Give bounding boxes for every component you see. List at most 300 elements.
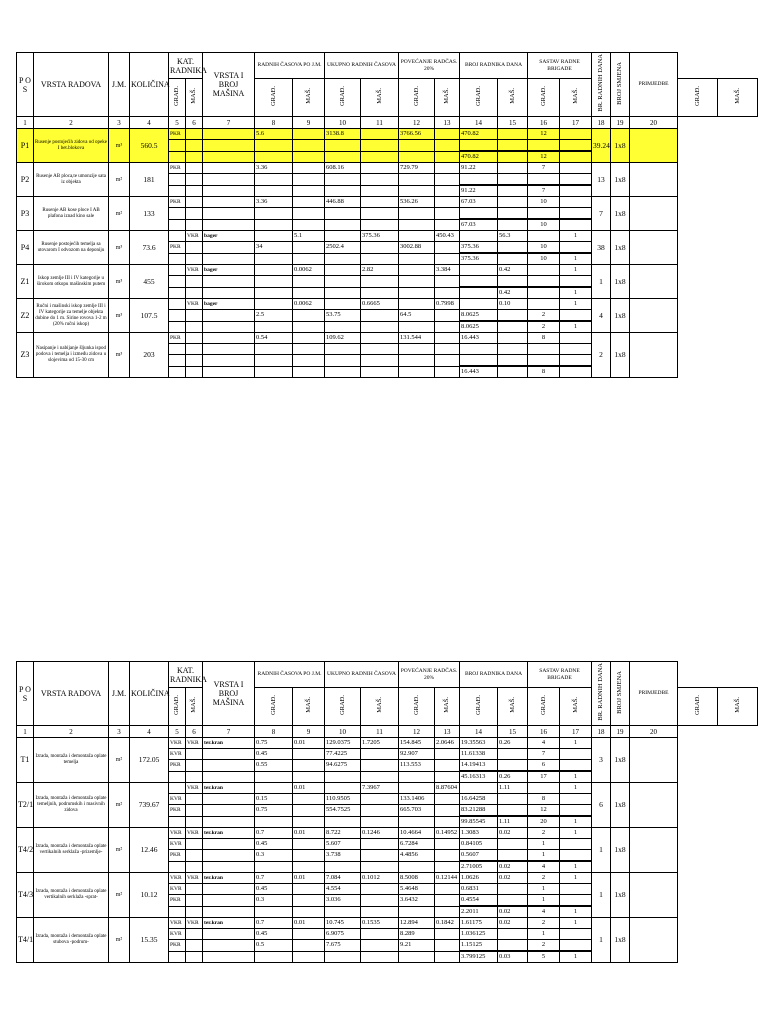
header-mas-text: MAŠ. bbox=[304, 88, 312, 104]
brigade-grad: 2 bbox=[528, 321, 560, 333]
hours-per-unit-grad: 0.7 bbox=[255, 828, 293, 839]
header-ukupno-casova: UKUPNO RADNIH ČASOVA bbox=[325, 53, 399, 79]
machine-type bbox=[203, 333, 255, 344]
machine-type bbox=[203, 355, 255, 367]
item-description: Izrada, montaža i demontaža oplate temelja bbox=[34, 738, 109, 783]
brigade-grad: 7 bbox=[528, 163, 560, 174]
brigade-grad: 7 bbox=[528, 749, 560, 760]
brigade-mas bbox=[560, 310, 592, 322]
brigade-mas bbox=[560, 197, 592, 208]
total-hours-mas bbox=[361, 321, 399, 333]
column-number: 16 bbox=[528, 117, 560, 129]
hours-per-unit-mas bbox=[293, 174, 325, 186]
work-schedule-table-2 bbox=[16, 661, 758, 963]
brigade-mas: 1 bbox=[560, 738, 592, 749]
increased-hours-grad bbox=[399, 265, 435, 276]
worker-category-mas bbox=[186, 929, 203, 940]
worker-days-mas bbox=[498, 174, 528, 186]
increased-hours-grad bbox=[399, 771, 435, 783]
brigade-grad: 5 bbox=[528, 951, 560, 963]
worker-category-grad: PKR bbox=[169, 940, 186, 952]
total-hours-grad bbox=[325, 287, 361, 299]
header-broj-radnika: BROJ RADNIKA DANA bbox=[460, 662, 528, 688]
column-number: 4 bbox=[130, 726, 169, 738]
remarks bbox=[630, 828, 678, 873]
total-hours-grad bbox=[325, 276, 361, 288]
remarks bbox=[630, 265, 678, 299]
worker-days-mas bbox=[498, 940, 528, 952]
brigade-mas bbox=[560, 794, 592, 805]
brigade-mas bbox=[560, 276, 592, 288]
machine-type: bager bbox=[203, 231, 255, 242]
brigade-grad: 2 bbox=[528, 828, 560, 839]
total-hours-grad bbox=[325, 906, 361, 918]
worker-category-grad bbox=[169, 265, 186, 276]
column-number: 14 bbox=[460, 726, 498, 738]
total-hours-mas bbox=[361, 310, 399, 322]
item-description: Rusenje postojećih zidova od opeke I bet.blokova bbox=[34, 129, 109, 163]
hours-per-unit-mas bbox=[293, 850, 325, 862]
total-hours-grad: 10.745 bbox=[325, 918, 361, 929]
brigade-grad: 8 bbox=[528, 794, 560, 805]
worker-days-mas bbox=[498, 794, 528, 805]
total-hours-grad bbox=[325, 299, 361, 310]
hours-per-unit-grad bbox=[255, 174, 293, 186]
worker-category-mas bbox=[186, 895, 203, 907]
worker-category-grad: KVR bbox=[169, 839, 186, 850]
total-hours-mas bbox=[361, 163, 399, 174]
worker-days-mas: 0.10 bbox=[498, 299, 528, 310]
column-number-row bbox=[17, 726, 758, 738]
hours-per-unit-grad: 0.75 bbox=[255, 805, 293, 817]
hours-per-unit-mas bbox=[293, 749, 325, 760]
machine-type bbox=[203, 895, 255, 907]
worker-category-mas bbox=[186, 219, 203, 231]
brigade-mas bbox=[560, 219, 592, 231]
worker-days-mas: 0.26 bbox=[498, 738, 528, 749]
hours-per-unit-grad bbox=[255, 783, 293, 794]
worker-days-grad: 1.15125 bbox=[460, 940, 498, 952]
worker-days-grad: 375.36 bbox=[460, 253, 498, 265]
column-number: 6 bbox=[186, 726, 203, 738]
header-mas bbox=[293, 688, 325, 726]
worker-category-mas bbox=[186, 242, 203, 254]
header-sastav-brigade: SASTAV RADNE BRIGADE bbox=[528, 53, 592, 79]
worker-category-mas bbox=[186, 321, 203, 333]
header-mas-text: MAŠ. bbox=[508, 697, 516, 713]
header-grad-text: GRAĐ. bbox=[338, 85, 346, 107]
worker-category-grad: PKR bbox=[169, 163, 186, 174]
increased-hours-mas bbox=[435, 253, 460, 265]
header-grad bbox=[169, 688, 186, 726]
remarks bbox=[630, 783, 678, 828]
item-pos: Z2 bbox=[17, 299, 34, 333]
increased-hours-grad bbox=[399, 185, 435, 197]
worker-category-grad: VKR bbox=[169, 828, 186, 839]
item-unit: m² bbox=[109, 738, 130, 783]
item-pos: T4/3 bbox=[17, 873, 34, 918]
hours-per-unit-mas bbox=[293, 321, 325, 333]
brigade-mas bbox=[560, 749, 592, 760]
header-mas-text: MAŠ. bbox=[733, 697, 741, 713]
column-number: 15 bbox=[498, 726, 528, 738]
worker-days-grad: 67.03 bbox=[460, 219, 498, 231]
remarks bbox=[630, 163, 678, 197]
worker-category-mas bbox=[186, 906, 203, 918]
header-ukupno-casova: UKUPNO RADNIH ČASOVA bbox=[325, 662, 399, 688]
header-grad-text: GRAĐ. bbox=[338, 694, 346, 716]
machine-type bbox=[203, 839, 255, 850]
brigade-mas bbox=[560, 185, 592, 197]
working-days: 1 bbox=[592, 828, 611, 873]
worker-category-mas bbox=[186, 276, 203, 288]
brigade-mas bbox=[560, 929, 592, 940]
worker-category-grad bbox=[169, 310, 186, 322]
item-quantity: 203 bbox=[130, 333, 169, 378]
increased-hours-mas bbox=[435, 219, 460, 231]
worker-days-mas: 0.03 bbox=[498, 951, 528, 963]
header-br-radnih-dana bbox=[592, 662, 611, 726]
hours-per-unit-grad bbox=[255, 816, 293, 828]
worker-category-mas: VKR bbox=[186, 873, 203, 884]
machine-type bbox=[203, 344, 255, 355]
hours-per-unit-mas: 0.01 bbox=[293, 783, 325, 794]
worker-category-mas bbox=[186, 951, 203, 963]
header-mas-text: MAŠ. bbox=[375, 88, 383, 104]
hours-per-unit-grad: 0.45 bbox=[255, 839, 293, 850]
total-hours-mas bbox=[361, 816, 399, 828]
item-description: Izrada, montaža i demontaža oplate temeljnih, podrumskih i masivnih zidova bbox=[34, 783, 109, 828]
machine-type bbox=[203, 850, 255, 862]
hours-per-unit-mas bbox=[293, 208, 325, 220]
worker-category-grad bbox=[169, 861, 186, 873]
item-quantity: 12.46 bbox=[130, 828, 169, 873]
total-hours-mas bbox=[361, 906, 399, 918]
total-hours-mas: 375.36 bbox=[361, 231, 399, 242]
worker-category-mas bbox=[186, 197, 203, 208]
column-number: 14 bbox=[460, 117, 498, 129]
total-hours-mas bbox=[361, 895, 399, 907]
increased-hours-grad bbox=[399, 174, 435, 186]
column-number: 7 bbox=[203, 117, 255, 129]
total-hours-mas bbox=[361, 129, 399, 140]
brigade-grad: 2 bbox=[528, 940, 560, 952]
brigade-mas bbox=[560, 850, 592, 862]
hours-per-unit-mas: 0.01 bbox=[293, 738, 325, 749]
item-description: Izrada, montaža i demontaža oplate stubova -podrum- bbox=[34, 918, 109, 963]
item-quantity: 15.35 bbox=[130, 918, 169, 963]
worker-days-mas bbox=[498, 355, 528, 367]
column-number: 12 bbox=[399, 726, 435, 738]
total-hours-mas bbox=[361, 219, 399, 231]
total-hours-grad: 3.036 bbox=[325, 895, 361, 907]
total-hours-mas: 0.1535 bbox=[361, 918, 399, 929]
total-hours-grad bbox=[325, 185, 361, 197]
brigade-mas bbox=[560, 208, 592, 220]
worker-category-mas bbox=[186, 163, 203, 174]
item-unit: m² bbox=[109, 163, 130, 197]
worker-days-grad: 16.443 bbox=[460, 366, 498, 378]
hours-per-unit-mas: 0.0062 bbox=[293, 299, 325, 310]
item-pos: T1 bbox=[17, 738, 34, 783]
total-hours-grad: 554.7525 bbox=[325, 805, 361, 817]
item-unit: m² bbox=[109, 918, 130, 963]
increased-hours-mas bbox=[435, 310, 460, 322]
brigade-grad: 17 bbox=[528, 771, 560, 783]
brigade-mas bbox=[560, 129, 592, 140]
remarks bbox=[630, 333, 678, 378]
total-hours-grad: 8.722 bbox=[325, 828, 361, 839]
hours-per-unit-mas bbox=[293, 805, 325, 817]
total-hours-mas bbox=[361, 276, 399, 288]
header-grad bbox=[528, 688, 560, 726]
worker-category-mas bbox=[186, 861, 203, 873]
worker-days-mas bbox=[498, 850, 528, 862]
column-number: 10 bbox=[325, 726, 361, 738]
increased-hours-mas bbox=[435, 760, 460, 772]
total-hours-mas bbox=[361, 242, 399, 254]
hours-per-unit-mas bbox=[293, 771, 325, 783]
machine-type bbox=[203, 163, 255, 174]
increased-hours-grad: 133.1406 bbox=[399, 794, 435, 805]
total-hours-grad bbox=[325, 344, 361, 355]
total-hours-grad bbox=[325, 219, 361, 231]
worker-days-mas: 0.26 bbox=[498, 771, 528, 783]
header-grad bbox=[460, 79, 498, 117]
total-hours-grad: 110.9505 bbox=[325, 794, 361, 805]
brigade-grad: 1 bbox=[528, 850, 560, 862]
shift-count: 1x8 bbox=[611, 197, 630, 231]
hours-per-unit-grad: 0.3 bbox=[255, 895, 293, 907]
brigade-mas bbox=[560, 344, 592, 355]
increased-hours-mas bbox=[435, 884, 460, 895]
worker-days-grad: 19.35563 bbox=[460, 738, 498, 749]
total-hours-grad bbox=[325, 231, 361, 242]
hours-per-unit-grad bbox=[255, 185, 293, 197]
shift-count: 1x8 bbox=[611, 828, 630, 873]
header-kolicina: KOLIČINA bbox=[130, 662, 169, 726]
worker-category-mas: VKR bbox=[186, 783, 203, 794]
total-hours-grad: 53.75 bbox=[325, 310, 361, 322]
increased-hours-grad: 6.7284 bbox=[399, 839, 435, 850]
worker-category-grad bbox=[169, 321, 186, 333]
brigade-mas bbox=[560, 174, 592, 186]
working-days: 1 bbox=[592, 873, 611, 918]
increased-hours-mas bbox=[435, 140, 460, 152]
brigade-grad bbox=[528, 299, 560, 310]
brigade-grad: 4 bbox=[528, 738, 560, 749]
worker-category-grad bbox=[169, 299, 186, 310]
header-mas bbox=[435, 688, 460, 726]
worker-days-mas bbox=[498, 366, 528, 378]
total-hours-mas bbox=[361, 355, 399, 367]
header-mas-text: MAŠ. bbox=[304, 697, 312, 713]
working-days: 6 bbox=[592, 783, 611, 828]
worker-category-grad bbox=[169, 783, 186, 794]
table-row bbox=[17, 738, 758, 749]
hours-per-unit-grad bbox=[255, 287, 293, 299]
worker-category-mas bbox=[186, 287, 203, 299]
hours-per-unit-mas bbox=[293, 333, 325, 344]
header-mas bbox=[293, 79, 325, 117]
table-row bbox=[17, 197, 758, 208]
column-number: 10 bbox=[325, 117, 361, 129]
brigade-grad bbox=[528, 344, 560, 355]
hours-per-unit-grad: 34 bbox=[255, 242, 293, 254]
item-unit: m³ bbox=[109, 231, 130, 265]
item-unit: m² bbox=[109, 783, 130, 828]
total-hours-grad: 4.554 bbox=[325, 884, 361, 895]
worker-days-grad: 2.2011 bbox=[460, 906, 498, 918]
worker-category-mas bbox=[186, 940, 203, 952]
column-number: 12 bbox=[399, 117, 435, 129]
column-number: 11 bbox=[361, 726, 399, 738]
increased-hours-mas bbox=[435, 794, 460, 805]
hours-per-unit-mas bbox=[293, 344, 325, 355]
column-number: 13 bbox=[435, 117, 460, 129]
increased-hours-grad: 92.907 bbox=[399, 749, 435, 760]
worker-category-grad: PKR bbox=[169, 895, 186, 907]
machine-type bbox=[203, 884, 255, 895]
increased-hours-mas bbox=[435, 805, 460, 817]
worker-category-grad bbox=[169, 140, 186, 152]
increased-hours-grad: 9.21 bbox=[399, 940, 435, 952]
increased-hours-grad bbox=[399, 208, 435, 220]
hours-per-unit-grad bbox=[255, 861, 293, 873]
worker-category-mas bbox=[186, 839, 203, 850]
increased-hours-grad: 10.4664 bbox=[399, 828, 435, 839]
hours-per-unit-grad: 0.45 bbox=[255, 929, 293, 940]
worker-days-grad: 99.85545 bbox=[460, 816, 498, 828]
increased-hours-grad: 4.4856 bbox=[399, 850, 435, 862]
total-hours-grad bbox=[325, 174, 361, 186]
column-number: 13 bbox=[435, 726, 460, 738]
header-mas-text: MAŠ. bbox=[443, 697, 451, 713]
brigade-mas: 1 bbox=[560, 287, 592, 299]
total-hours-mas bbox=[361, 861, 399, 873]
worker-days-mas bbox=[498, 310, 528, 322]
item-pos: P3 bbox=[17, 197, 34, 231]
working-days: 2 bbox=[592, 333, 611, 378]
brigade-mas bbox=[560, 140, 592, 152]
machine-type bbox=[203, 861, 255, 873]
worker-days-mas: 0.02 bbox=[498, 828, 528, 839]
increased-hours-grad bbox=[399, 219, 435, 231]
total-hours-grad: 446.88 bbox=[325, 197, 361, 208]
worker-category-grad bbox=[169, 219, 186, 231]
increased-hours-mas bbox=[435, 861, 460, 873]
worker-category-mas: VKR bbox=[186, 918, 203, 929]
total-hours-mas bbox=[361, 794, 399, 805]
total-hours-grad bbox=[325, 151, 361, 163]
brigade-grad: 4 bbox=[528, 861, 560, 873]
worker-category-mas: VKR bbox=[186, 265, 203, 276]
increased-hours-mas bbox=[435, 287, 460, 299]
increased-hours-grad: 8.5008 bbox=[399, 873, 435, 884]
header-grad bbox=[399, 79, 435, 117]
worker-category-mas bbox=[186, 151, 203, 163]
brigade-mas: 1 bbox=[560, 299, 592, 310]
remarks bbox=[630, 873, 678, 918]
increased-hours-mas bbox=[435, 276, 460, 288]
worker-category-mas bbox=[186, 771, 203, 783]
brigade-grad bbox=[528, 140, 560, 152]
column-number: 19 bbox=[611, 726, 630, 738]
hours-per-unit-mas bbox=[293, 366, 325, 378]
header-mas bbox=[560, 688, 592, 726]
header-pos: P O S bbox=[17, 53, 34, 117]
hours-per-unit-grad bbox=[255, 219, 293, 231]
column-number: 7 bbox=[203, 726, 255, 738]
item-quantity: 181 bbox=[130, 163, 169, 197]
increased-hours-grad: 12.894 bbox=[399, 918, 435, 929]
brigade-grad: 4 bbox=[528, 906, 560, 918]
hours-per-unit-grad bbox=[255, 366, 293, 378]
worker-category-mas bbox=[186, 794, 203, 805]
worker-days-mas bbox=[498, 129, 528, 140]
total-hours-grad bbox=[325, 771, 361, 783]
worker-category-grad: PKR bbox=[169, 197, 186, 208]
worker-category-grad bbox=[169, 208, 186, 220]
increased-hours-mas bbox=[435, 242, 460, 254]
total-hours-mas bbox=[361, 884, 399, 895]
worker-category-grad bbox=[169, 951, 186, 963]
total-hours-grad: 109.62 bbox=[325, 333, 361, 344]
brigade-mas bbox=[560, 242, 592, 254]
machine-type bbox=[203, 940, 255, 952]
machine-type: ter.kran bbox=[203, 873, 255, 884]
worker-category-grad: KVR bbox=[169, 884, 186, 895]
brigade-mas bbox=[560, 895, 592, 907]
machine-type bbox=[203, 366, 255, 378]
worker-days-mas bbox=[498, 253, 528, 265]
total-hours-mas bbox=[361, 140, 399, 152]
total-hours-mas bbox=[361, 805, 399, 817]
column-number: 18 bbox=[592, 726, 611, 738]
worker-days-grad: 0.5607 bbox=[460, 850, 498, 862]
worker-days-grad: 91.22 bbox=[460, 185, 498, 197]
column-number: 8 bbox=[255, 726, 293, 738]
total-hours-grad: 608.16 bbox=[325, 163, 361, 174]
hours-per-unit-grad: 3.36 bbox=[255, 197, 293, 208]
increased-hours-grad: 64.5 bbox=[399, 310, 435, 322]
item-quantity: 172.05 bbox=[130, 738, 169, 783]
item-unit: m³ bbox=[109, 299, 130, 333]
shift-count: 1x8 bbox=[611, 783, 630, 828]
header-mas-text: MAŠ. bbox=[375, 697, 383, 713]
brigade-grad bbox=[528, 174, 560, 186]
machine-type bbox=[203, 197, 255, 208]
total-hours-grad: 5.607 bbox=[325, 839, 361, 850]
worker-days-mas bbox=[498, 749, 528, 760]
hours-per-unit-mas bbox=[293, 951, 325, 963]
header-povecanje: POVEĆANJE RADČAS. 20% bbox=[399, 53, 460, 79]
header-mas bbox=[718, 79, 758, 117]
item-quantity: 739.67 bbox=[130, 783, 169, 828]
worker-category-grad bbox=[169, 344, 186, 355]
header-kolicina: KOLIČINA bbox=[130, 53, 169, 117]
column-number: 3 bbox=[109, 726, 130, 738]
total-hours-mas: 0.6665 bbox=[361, 299, 399, 310]
total-hours-grad bbox=[325, 253, 361, 265]
header-broj-smjena bbox=[611, 53, 630, 117]
worker-category-grad: VKR bbox=[169, 738, 186, 749]
table-row bbox=[17, 299, 758, 310]
header-grad-text: GRAĐ. bbox=[173, 694, 180, 716]
worker-days-mas bbox=[498, 163, 528, 174]
brigade-grad: 1 bbox=[528, 884, 560, 895]
worker-category-grad: VKR bbox=[169, 918, 186, 929]
